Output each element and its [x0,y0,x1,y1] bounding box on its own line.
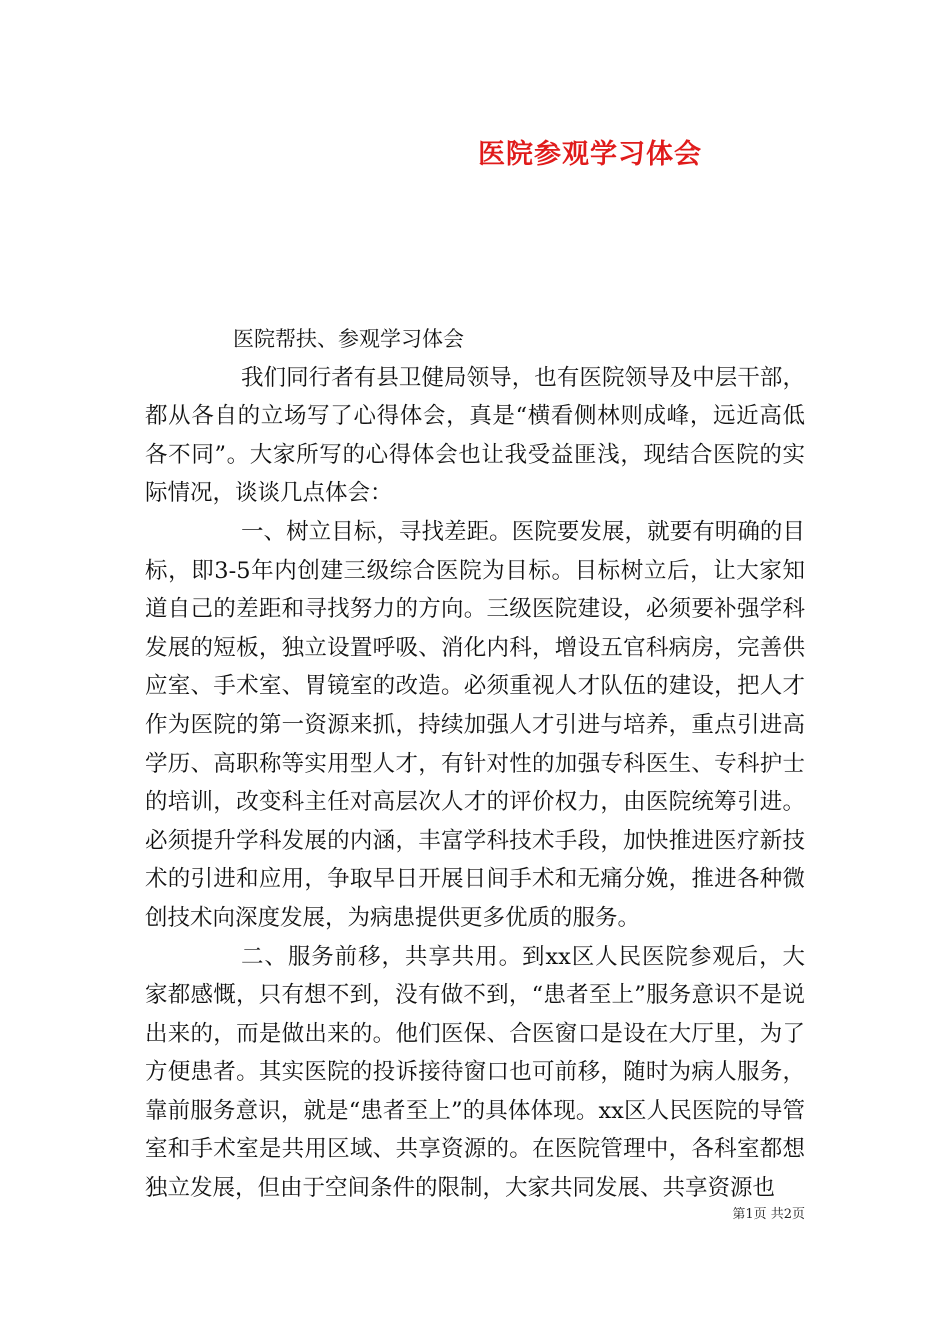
paragraph-section-1: 一、树立目标，寻找差距。医院要发展，就要有明确的目标，即3-5年内创建三级综合医院为目标。目标树立后，让大家知道自己的差距和寻找努力的方向。三级医院建设，必须要补强学科发展的短板，独立设置呼吸、消化内科，增设五官科病房，完善供应室、手术室、胃镜室的改造。必须重视人才队伍的建设，把人才作为医院的第一资源来抓，持续加强人才引进与培养，重点引进高学历、高职称等实用型人才，有针对性的加强专科医生、专科护士的培训，改变科主任对高层次人才的评价权力，由医院统筹引进。必须提升学科发展的内涵，丰富学科技术手段，加快推进医疗新技术的引进和应用，争取早日开展日间手术和无痛分娩，推进各种微创技术向深度发展，为病患提供更多优质的服务。 [145,518,805,931]
paragraph-section-2: 二、服务前移，共享共用。到xx区人民医院参观后，大家都感慨，只有想不到，没有做不到，“患者至上”服务意识不是说出来的，而是做出来的。他们医保、合医窗口是设在大厅里，为了方便患者。其实医院的投诉接待窗口也可前移，随时为病人服务，靠前服务意识，就是“患者至上”的具体体现。xx区人民医院的导管室和手术室是共用区域、共享资源的。在医院管理中，各科室都想独立发展，但由于空间条件的限制，大家共同发展、共享资源也 [145,943,805,1202]
document-subtitle: 医院帮扶、参观学习体会 [233,327,464,351]
page-title: 医院参观学习体会 [478,139,702,170]
paragraph-intro: 我们同行者有县卫健局领导，也有医院领导及中层干部，都从各自的立场写了心得体会，真是“横看侧林则成峰，远近高低各不同”。大家所写的心得体会也让我受益匪浅，现结合医院的实际情况，谈谈几点体会： [145,364,805,507]
document-body [145,320,805,1208]
page-footer: 第1页 共2页 [732,1207,805,1222]
